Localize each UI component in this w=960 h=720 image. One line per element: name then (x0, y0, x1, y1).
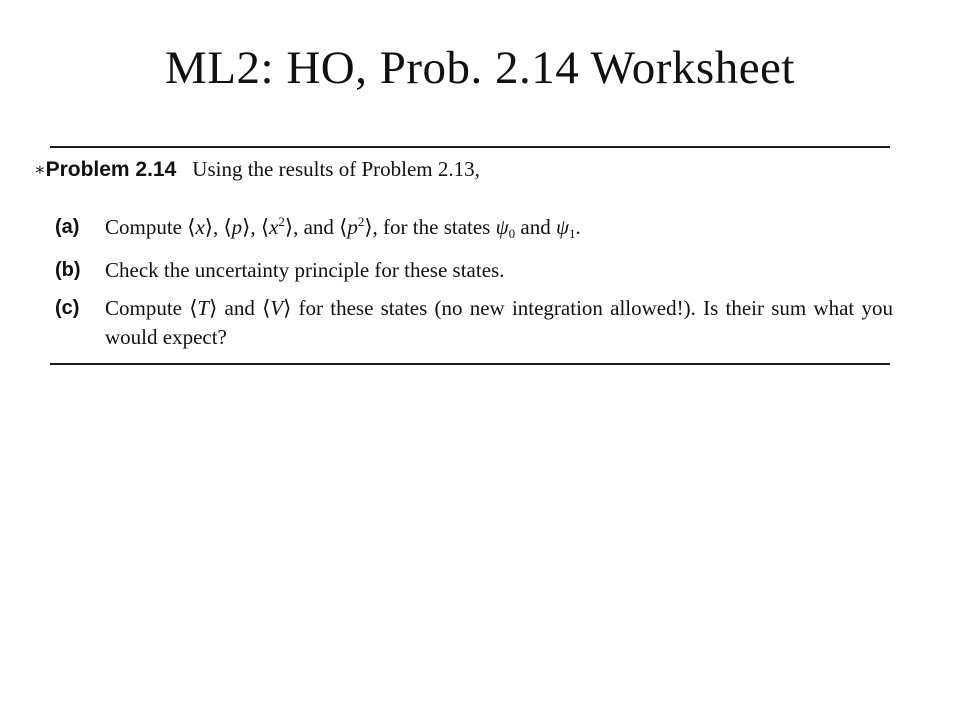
top-divider (50, 146, 890, 148)
problem-header (34, 152, 894, 187)
bottom-divider (50, 363, 890, 365)
part-c (50, 294, 900, 356)
part-a-text: Compute ⟨x⟩, ⟨p⟩, $⟨x^2⟩$, and $⟨p^2⟩$, for the states $\psi_0$ and $\psi_1$. (105, 214, 581, 241)
part-b-label: (b) (55, 259, 81, 281)
part-c-text: Compute ⟨T⟩ and ⟨V⟩ for these states (no new integration allowed!). Is their sum what you would expect? (105, 296, 893, 349)
part-b (50, 256, 900, 288)
problem-intro: Using the results of Problem 2.13, (192, 157, 480, 181)
problem-label: Problem 2.14 (45, 158, 177, 181)
part-b-text: Check the uncertainty principle for these states. (105, 258, 505, 282)
part-c-label: (c) (55, 297, 80, 319)
starred-marker: ∗ (34, 160, 46, 179)
part-a-label: (a) (55, 216, 80, 238)
slide-title: ML2: HO, Prob. 2.14 Worksheet (165, 42, 795, 94)
part-a (50, 213, 900, 245)
